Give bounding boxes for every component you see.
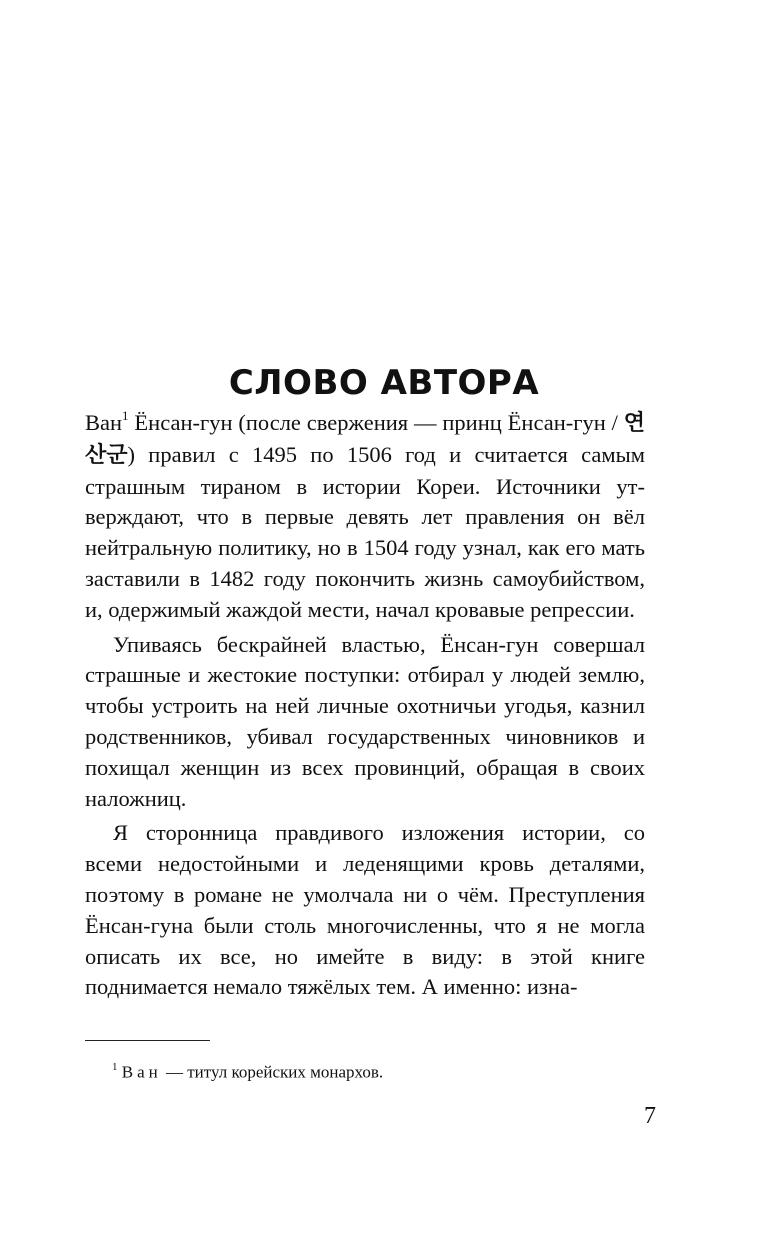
page-number: 7: [644, 1103, 656, 1129]
paragraph-1: [85, 408, 645, 626]
footnote: [112, 1056, 632, 1085]
footnote-reference[interactable]: 1: [122, 407, 129, 423]
footnote-term: Ван: [121, 1062, 162, 1082]
paragraph-2: Упиваясь бескрайней властью, Ёнсан-гун совершал страшные и жестокие поступки: отбирал у людей землю, чтобы устроить на ней личные охотничьи угодья, казнил родственников, убивал государственных чиновников и похищал женщин из всех провинций, обращая в своих наложниц.: [85, 631, 645, 811]
footnote-marker: 1: [112, 1061, 118, 1073]
paragraph-1-text-a: Ёнсан-гун (после свержения — принц Ёнсан-гун /: [128, 410, 624, 435]
body-text: [85, 408, 645, 1007]
footnote-text: — титул корейских монархов.: [161, 1062, 384, 1082]
chapter-title: СЛОВО АВТОРА: [228, 362, 540, 403]
paragraph-1-word: Ван: [85, 410, 123, 435]
paragraph-1-text-b: ) правил с 1495 по 1506 год и считается самым страшным тираном в истории Кореи. Источники утверждают, что в первые девять лет правления он вёл нейтральную политику, но в 1504 году узнал, как его мать заставили в 1482 году покончить жизнь самоубийством, и, одержимый жаждой мести, начал кровавые репрессии.: [85, 441, 645, 622]
paragraph-3: Я сторонница правдивого изложения истории, со всеми недостойными и леденящими кровь деталями, поэтому в романе не умолчала ни о чём. Преступления Ёнсан-гуна были столь многочисленны, что я не могла описать их все, но имейте в виду: в этой книге поднимается немало тяжёлых тем. А именно: изна-: [85, 820, 645, 1000]
hangul-name: 연산군: [85, 411, 645, 468]
footnote-divider: [85, 1040, 210, 1041]
